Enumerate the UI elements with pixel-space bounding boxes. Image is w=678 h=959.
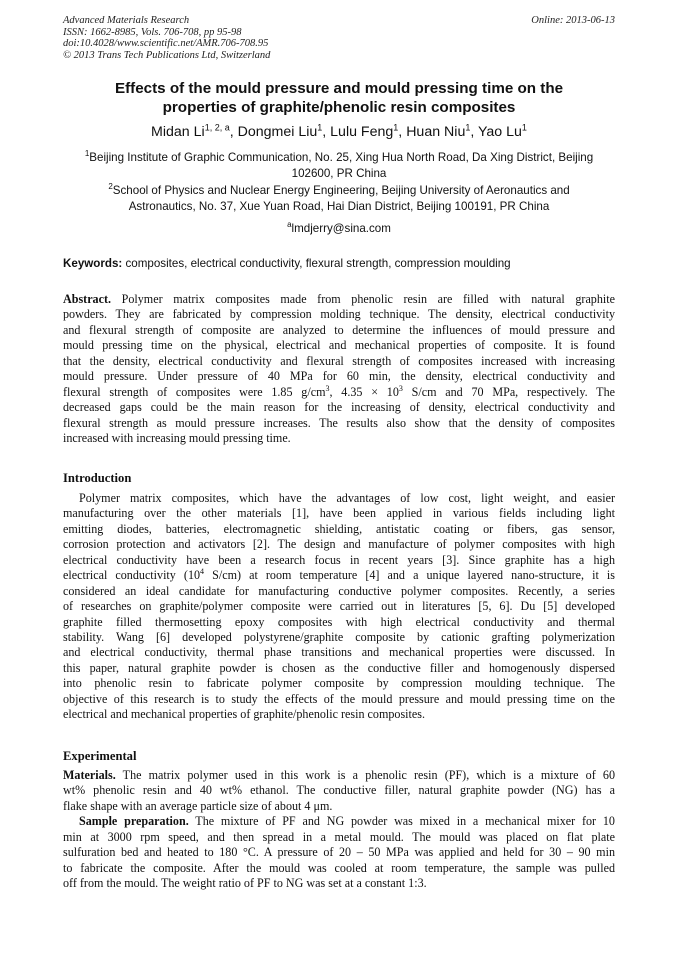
title-line-1: Effects of the mould pressure and mould pressing time on the: [114, 80, 564, 97]
journal-header: [63, 15, 615, 61]
abstract-line: [63, 292, 615, 307]
abstract-line: and flexural strength of composite are analyzed to determine the influences of mould pressure and: [63, 322, 615, 337]
affiliation-2-line-1: [63, 183, 615, 199]
superscript: 3: [398, 383, 403, 393]
author-name: Lulu Feng: [330, 124, 394, 140]
corresponding-email[interactable]: [63, 221, 615, 237]
affiliation-text: School of Physics and Nuclear Energy Engineering, Beijing University of Aeronautics and: [112, 184, 570, 197]
sample-preparation-label: Sample preparation.: [79, 814, 189, 829]
abstract-line: that the density, electrical conductivity and flexural strength of composites increased with increasing: [63, 353, 615, 368]
title-line-2: properties of graphite/phenolic resin composites: [162, 98, 516, 116]
paragraph-line: [63, 814, 615, 829]
author-name: Yao Lu: [478, 124, 522, 140]
author: [406, 124, 478, 140]
paragraph-line: [63, 768, 615, 783]
paragraph-line: Polymer matrix composites, which have the advantages of low cost, light weight, and easier: [79, 491, 615, 505]
author-separator: ,: [322, 124, 331, 140]
paragraph-line: flake shape with an average particle size of about 4 μm.: [63, 798, 333, 813]
affiliation-mark: 1: [84, 149, 90, 159]
affiliation-2-line-2: Astronautics, No. 37, Xue Yuan Road, Hai Dian District, Beijing 100191, PR China: [128, 200, 550, 213]
abstract-line: mould pressure. Under pressure of 40 MPa for 60 min, the density, electrical conductivity and: [63, 369, 615, 384]
superscript: 3: [325, 383, 330, 393]
author: [238, 124, 331, 140]
journal-issn: ISSN: 1662-8985, Vols. 706-708, pp 95-98: [63, 26, 242, 38]
paragraph-line: emitting diodes, batteries, electromagnetic shielding, antistatic coating or fibers, gas sensor,: [63, 521, 615, 536]
journal-name: Advanced Materials Research: [63, 15, 190, 26]
paragraph-line: electrical and mechanical properties of graphite/phenolic resin composites.: [63, 707, 425, 722]
author-separator: ,: [470, 124, 478, 140]
paragraph-line: sulfuration bed and heated to 180 °C. A pressure of 20 – 50 MPa was applied and held for 30 – 90 min: [63, 845, 615, 860]
journal-doi: doi:10.4028/www.scientific.net/AMR.706-708.95: [63, 38, 269, 50]
email-mark: a: [287, 220, 292, 230]
author: [330, 124, 406, 140]
affiliation-1-line-1: [63, 150, 615, 166]
paragraph-line: wt% phenolic resin and 40 wt% ethanol. The conductive filler, natural graphite powder (NG) has a: [63, 783, 615, 798]
affiliation-text: Beijing Institute of Graphic Communication, No. 25, Xing Hua North Road, Da Xing District, Beijing: [89, 151, 594, 164]
materials-label: Materials.: [63, 768, 116, 782]
abstract-line: flexural strength as mould pressure increases. The results also show that the density of composites: [63, 415, 615, 430]
author-affiliation-mark: 1: [465, 122, 471, 133]
abstract: [63, 292, 615, 446]
superscript: 4: [200, 567, 205, 577]
affiliation-2: [63, 183, 615, 215]
abstract-line: decreased gaps could be the main reason for the increasing of density, electrical conductivity and: [63, 400, 615, 415]
abstract-line: powders. They are fabricated by compression molding technique. The density, electrical conductivity: [63, 307, 615, 322]
online-date: Online: 2013-06-13: [531, 15, 615, 26]
author-name: Midan Li: [151, 124, 205, 140]
paragraph-line: electrical conductivity have been a research focus in recent years [3]. Since graphite has a high: [63, 552, 615, 567]
paragraph-line: corrosion protection and activators [2]. The design and manufacture of polymer composites with high: [63, 537, 615, 552]
email-address[interactable]: lmdjerry@sina.com: [291, 222, 391, 235]
abstract-label: Abstract.: [63, 292, 112, 306]
author-separator: ,: [398, 124, 407, 140]
paragraph-line: and electrical conductivity, thermal phase transitions and mechanical properties were discussed. In: [63, 645, 615, 660]
abstract-line: mould pressing time on the physical, electrical and mechanical properties of composite. It is found: [63, 338, 615, 353]
paragraph-line-text: The matrix polymer used in this work is a phenolic resin (PF), which is a mixture of 60: [115, 768, 615, 782]
section-heading-introduction: Introduction: [63, 471, 132, 485]
author-separator: ,: [229, 124, 238, 140]
affiliation-mark: 2: [108, 182, 113, 192]
section-heading-experimental: Experimental: [63, 749, 137, 763]
experimental-body: [63, 768, 615, 892]
affiliation-1: [63, 150, 615, 182]
journal-copyright: © 2013 Trans Tech Publications Ltd, Switzerland: [63, 49, 271, 61]
paragraph-line: objective of this research is to study the effects of the mould pressure and mould pressing time on the: [63, 691, 615, 706]
abstract-line-text: S/cm and 70 MPa, respectively. The: [402, 384, 615, 399]
abstract-line: [63, 385, 615, 400]
abstract-line-text: Polymer matrix composites made from phenolic resin are filled with natural graphite: [111, 292, 615, 306]
paragraph-line: [63, 568, 615, 583]
affiliation-1-line-2: 102600, PR China: [291, 167, 387, 180]
paragraph-line-text: S/cm) at room temperature [4] and a unique layered nano-structure, it is: [204, 568, 615, 583]
paragraph-line: min at 3000 rpm speed, and then spread in a metal mould. The mould was placed on flat plate: [63, 829, 615, 844]
paragraph-line: stability. Wang [6] developed polystyrene/graphite composite by cationic grafting polymerization: [63, 629, 615, 644]
abstract-line-text: , 4.35 × 10: [329, 384, 399, 399]
author-affiliation-mark: 1: [521, 122, 527, 133]
paragraph-line: into phenolic resin to fabricate polymer composite by compression moulding technique. The: [63, 676, 615, 691]
author-list: [63, 123, 615, 141]
author: [478, 124, 527, 140]
author-affiliation-mark: 1, 2, a: [204, 122, 230, 133]
author-affiliation-mark: 1: [393, 122, 399, 133]
keywords: [63, 256, 615, 271]
paragraph-line: manufacturing over the other materials [1], have been applied in various fields including light: [63, 506, 615, 521]
abstract-line: increased with increasing mould pressing time.: [63, 430, 291, 445]
paragraph-line: considered an ideal candidate for manufacturing conductive polymer composites. Recently, a series: [63, 583, 615, 598]
keywords-label: Keywords:: [63, 257, 123, 270]
paragraph-line: off from the mould. The weight ratio of PF to NG was set at a constant 1:3.: [63, 876, 427, 891]
keywords-text: composites, electrical conductivity, flexural strength, compression moulding: [122, 257, 511, 270]
author-name: Dongmei Liu: [237, 124, 318, 140]
paper-title: [63, 80, 615, 117]
abstract-line-text: flexural strength of composites were 1.85 g/cm: [63, 384, 326, 399]
paragraph-line-text: The mixture of PF and NG powder was mixed in a mechanical mixer for 10: [188, 814, 615, 829]
introduction-body: [63, 491, 615, 723]
paragraph-line: graphite filled thermosetting epoxy composites with high electrical conductivity and thermal: [63, 614, 615, 629]
author-name: Huan Niu: [406, 124, 466, 140]
paragraph-line: of researches on graphite/polymer composite were carried out in literatures [5, 6]. Du [5] developed: [63, 599, 615, 614]
author: [151, 124, 238, 140]
author-affiliation-mark: 1: [317, 122, 323, 133]
paragraph-line-text: electrical conductivity (10: [63, 568, 201, 583]
paragraph-line: to fabricate the composite. After the mould was cooled at room temperature, the sample was pulled: [63, 860, 615, 875]
paragraph-line: this paper, natural graphite powder is chosen as the conductive filler and homogenously dispersed: [63, 660, 615, 675]
